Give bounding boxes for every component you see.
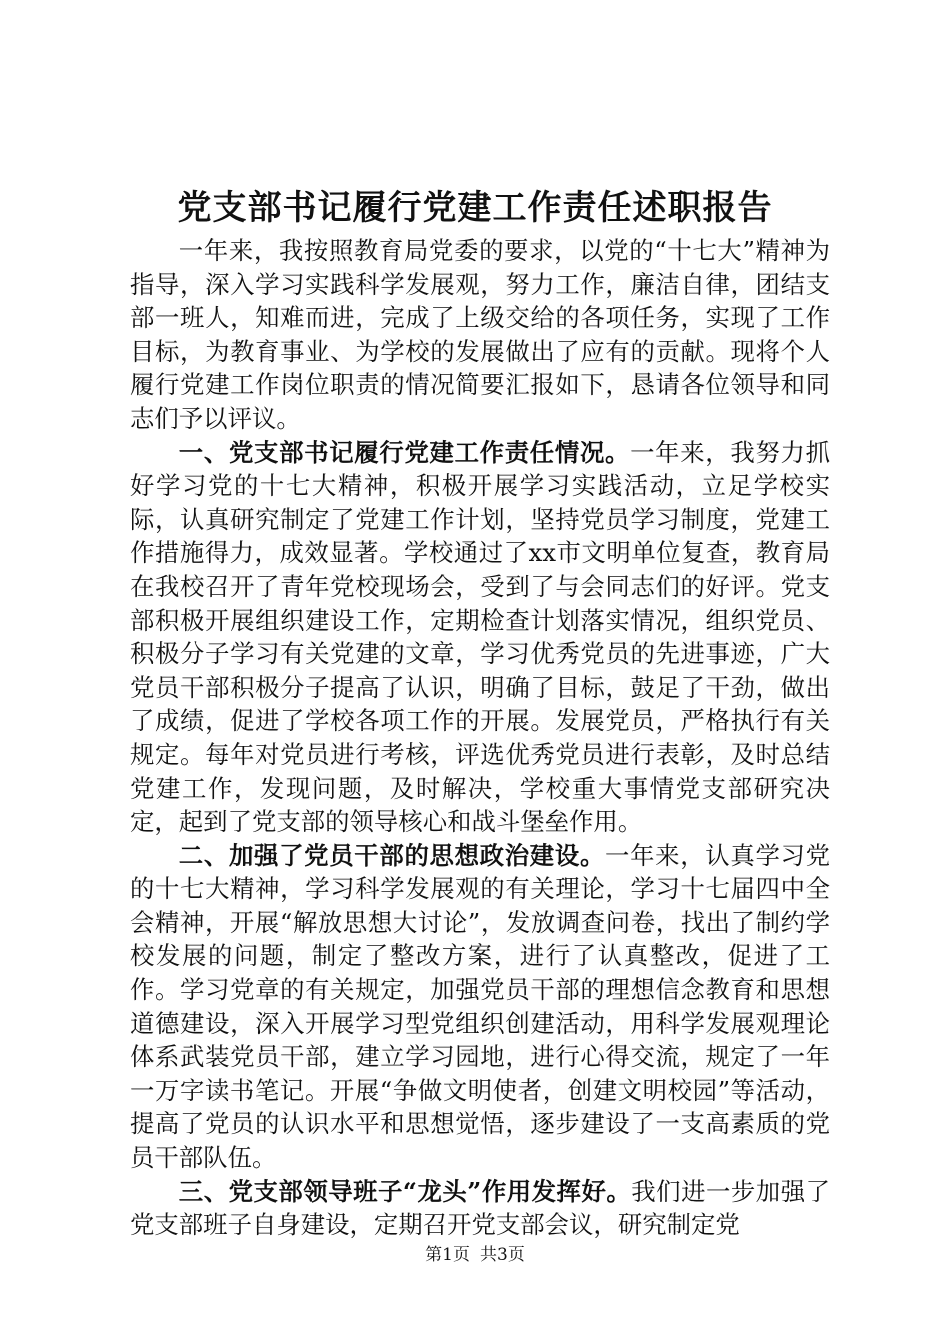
paragraph-text: 一年来，认真学习党的十七大精神，学习科学发展观的有关理论，学习十七届四中全会精神，开展“解放思想大讨论”，发放调查问卷，找出了制约学校发展的问题，制定了整改方案，进行了认真整改，促进了工作。学习党章的有关规定，加强党员干部的理想信念教育和思想道德建设，深入开展学习型党组织创建活动，用科学发展观理论体系武装党员干部，建立学习园地，进行心得交流，规定了一年一万字读书笔记。开展“争做文明使者，创建文明校园”等活动，提高了党员的认识水平和思想觉悟，逐步建设了一支高素质的党员干部队伍。 [130, 840, 830, 1173]
document-title: 党支部书记履行党建工作责任述职报告 [177, 188, 773, 228]
paragraph-text: 一年来，我努力抓好学习党的十七大精神，积极开展学习实践活动，立足学校实际，认真研究制定了党建工作计划，坚持党员学习制度，党建工作措施得力，成效显著。学校通过了xx市文明单位复查，教育局在我校召开了青年党校现场会，受到了与会同志们的好评。党支部积极开展组织建设工作，定期检查计划落实情况，组织党员、积极分子学习有关党建的文章，学习优秀党员的先进事迹，广大党员干部积极分子提高了认识，明确了目标，鼓足了干劲，做出了成绩，促进了学校各项工作的开展。发展党员，严格执行有关规定。每年对党员进行考核，评选优秀党员进行表彰，及时总结党建工作，发现问题，及时解决，学校重大事情党支部研究决定，起到了党支部的领导核心和战斗堡垒作用。 [130, 437, 830, 837]
page-total: 共3页 [480, 1245, 525, 1265]
paragraph-section-1 [130, 436, 830, 839]
section-heading: 一、党支部书记履行党建工作责任情况。 [178, 437, 631, 467]
section-heading: 二、加强了党员干部的思想政治建设。 [178, 840, 606, 870]
page-number: 第1页 [425, 1245, 470, 1265]
paragraph-section-3 [130, 1175, 830, 1242]
paragraph-section-2 [130, 839, 830, 1175]
page-footer [0, 1243, 950, 1267]
section-heading: 三、党支部领导班子“龙头”作用发挥好。 [178, 1176, 632, 1206]
document-body [130, 234, 830, 1242]
paragraph-text: 一年来，我按照教育局党委的要求，以党的“十七大”精神为指导，深入学习实践科学发展观，努力工作，廉洁自律，团结支部一班人，知难而进，完成了上级交给的各项任务，实现了工作目标，为教育事业、为学校的发展做出了应有的贡献。现将个人履行党建工作岗位职责的情况简要汇报如下，恳请各位领导和同志们予以评议。 [130, 236, 830, 433]
paragraph-text: 我们进一步加强了党支部班子自身建设，定期召开党支部会议，研究制定党 [130, 1176, 830, 1240]
paragraph-intro [130, 234, 830, 436]
